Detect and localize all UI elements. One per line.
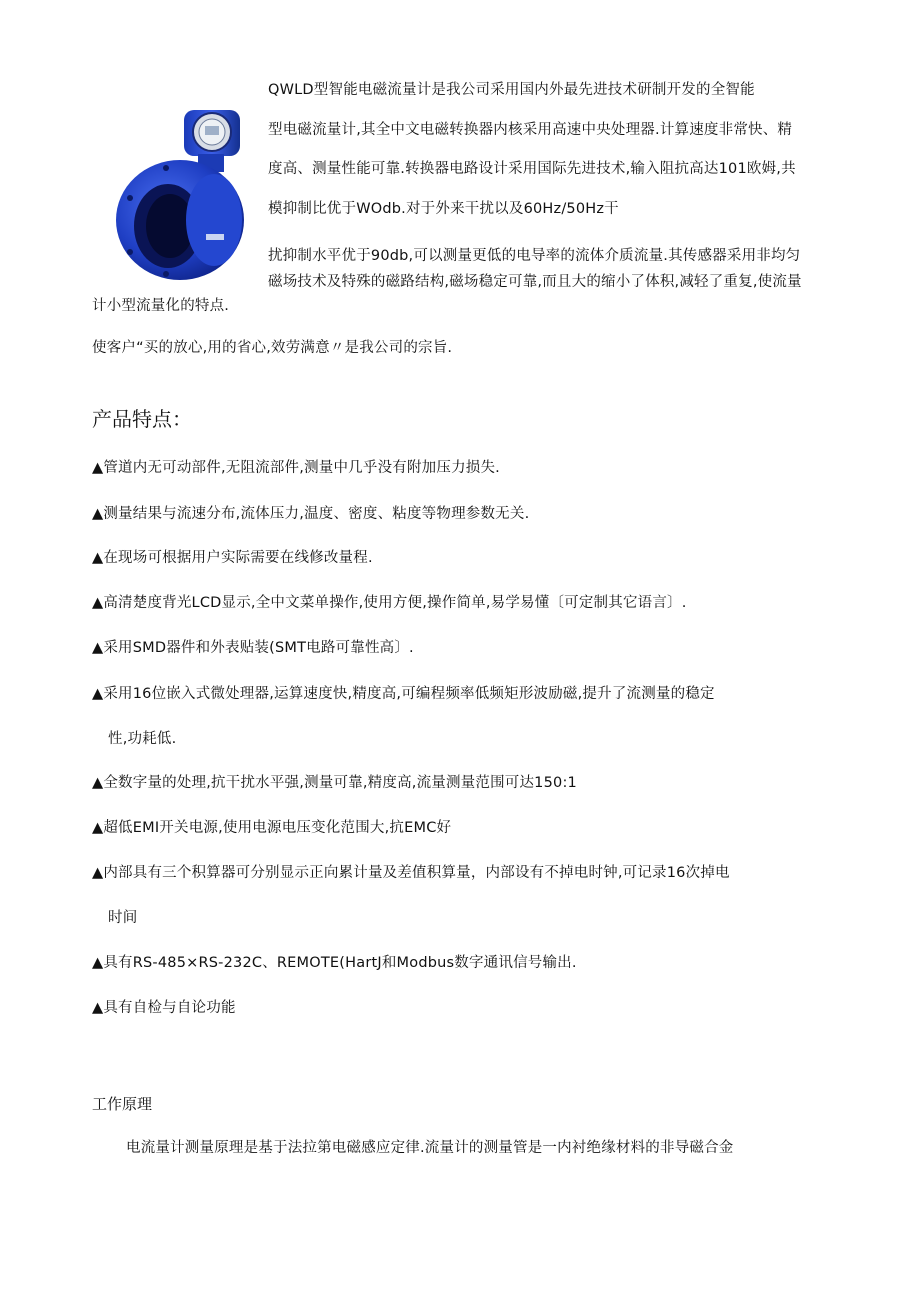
flowmeter-image (110, 102, 258, 284)
feature-item: ▲采用16位嵌入式微处理器,运算速度快,精度高,可编程频率低频矩形波励磁,提升了流测量的稳定 (92, 686, 715, 702)
principle-text: 电流量计测量原理是基于法拉第电磁感应定律.流量计的测量管是一内衬绝缘材料的非导磁合金 (126, 1140, 734, 1156)
feature-item: ▲全数字量的处理,抗干扰水平强,测量可靠,精度高,流量测量范围可达150:1 (92, 775, 577, 791)
principle-title: 工作原理 (92, 1095, 153, 1113)
intro-line-5: 扰抑制水平优于90db,可以测量更低的电导率的流体介质流量.其传感器采用非均匀 (268, 248, 801, 264)
feature-item: ▲测量结果与流速分布,流体压力,温度、密度、粘度等物理参数无关. (92, 506, 530, 522)
feature-item: ▲超低EMI开关电源,使用电源电压变化范围大,抗EMC好 (92, 820, 452, 836)
intro-line-4: 模抑制比优于WOdb.对于外来干扰以及60Hz/50Hz干 (268, 201, 619, 217)
feature-item: ▲在现场可根据用户实际需要在线修改量程. (92, 550, 373, 566)
feature-item-continuation: 时间 (108, 910, 138, 926)
feature-item: ▲内部具有三个积算器可分别显示正向累计量及差值积算量，内部设有不掉电时钟,可记录16次掉电 (92, 865, 730, 881)
feature-item: ▲采用SMD器件和外表贴装(SMT电路可靠性高〕. (92, 640, 414, 656)
feature-item: ▲管道内无可动部件,无阻流部件,测量中几乎没有附加压力损失. (92, 460, 500, 476)
features-title: 产品特点： (92, 407, 192, 431)
feature-item-continuation: 性,功耗低. (108, 731, 177, 747)
feature-item: ▲具有自检与自论功能 (92, 1000, 236, 1016)
intro-line-2: 型电磁流量计,其全中文电磁转换器内核采用高速中央处理器.计算速度非常快、精 (268, 122, 793, 138)
feature-item: ▲具有RS-485×RS-232C、REMOTE(HartJ和Modbus数字通讯信号输出. (92, 955, 577, 971)
feature-item: ▲高清楚度背光LCD显示,全中文菜单操作,使用方便,操作简单,易学易懂〔可定制其它语言〕. (92, 595, 687, 611)
intro-line-1: QWLD型智能电磁流量计是我公司采用国内外最先进技术研制开发的全智能 (268, 82, 755, 98)
intro-line-7: 计小型流量化的特点. (92, 298, 230, 314)
intro-line-6: 磁场技术及特殊的磁路结构,磁场稳定可靠,而且大的缩小了体积,减轻了重复,使流量 (268, 274, 802, 290)
mission-statement: 使客户“买的放心,用的省心,效劳满意〃是我公司的宗旨. (92, 340, 453, 356)
intro-line-3: 度高、测量性能可靠.转换器电路设计采用国际先进技术,输入阻抗高达101欧姆,共 (268, 161, 796, 177)
